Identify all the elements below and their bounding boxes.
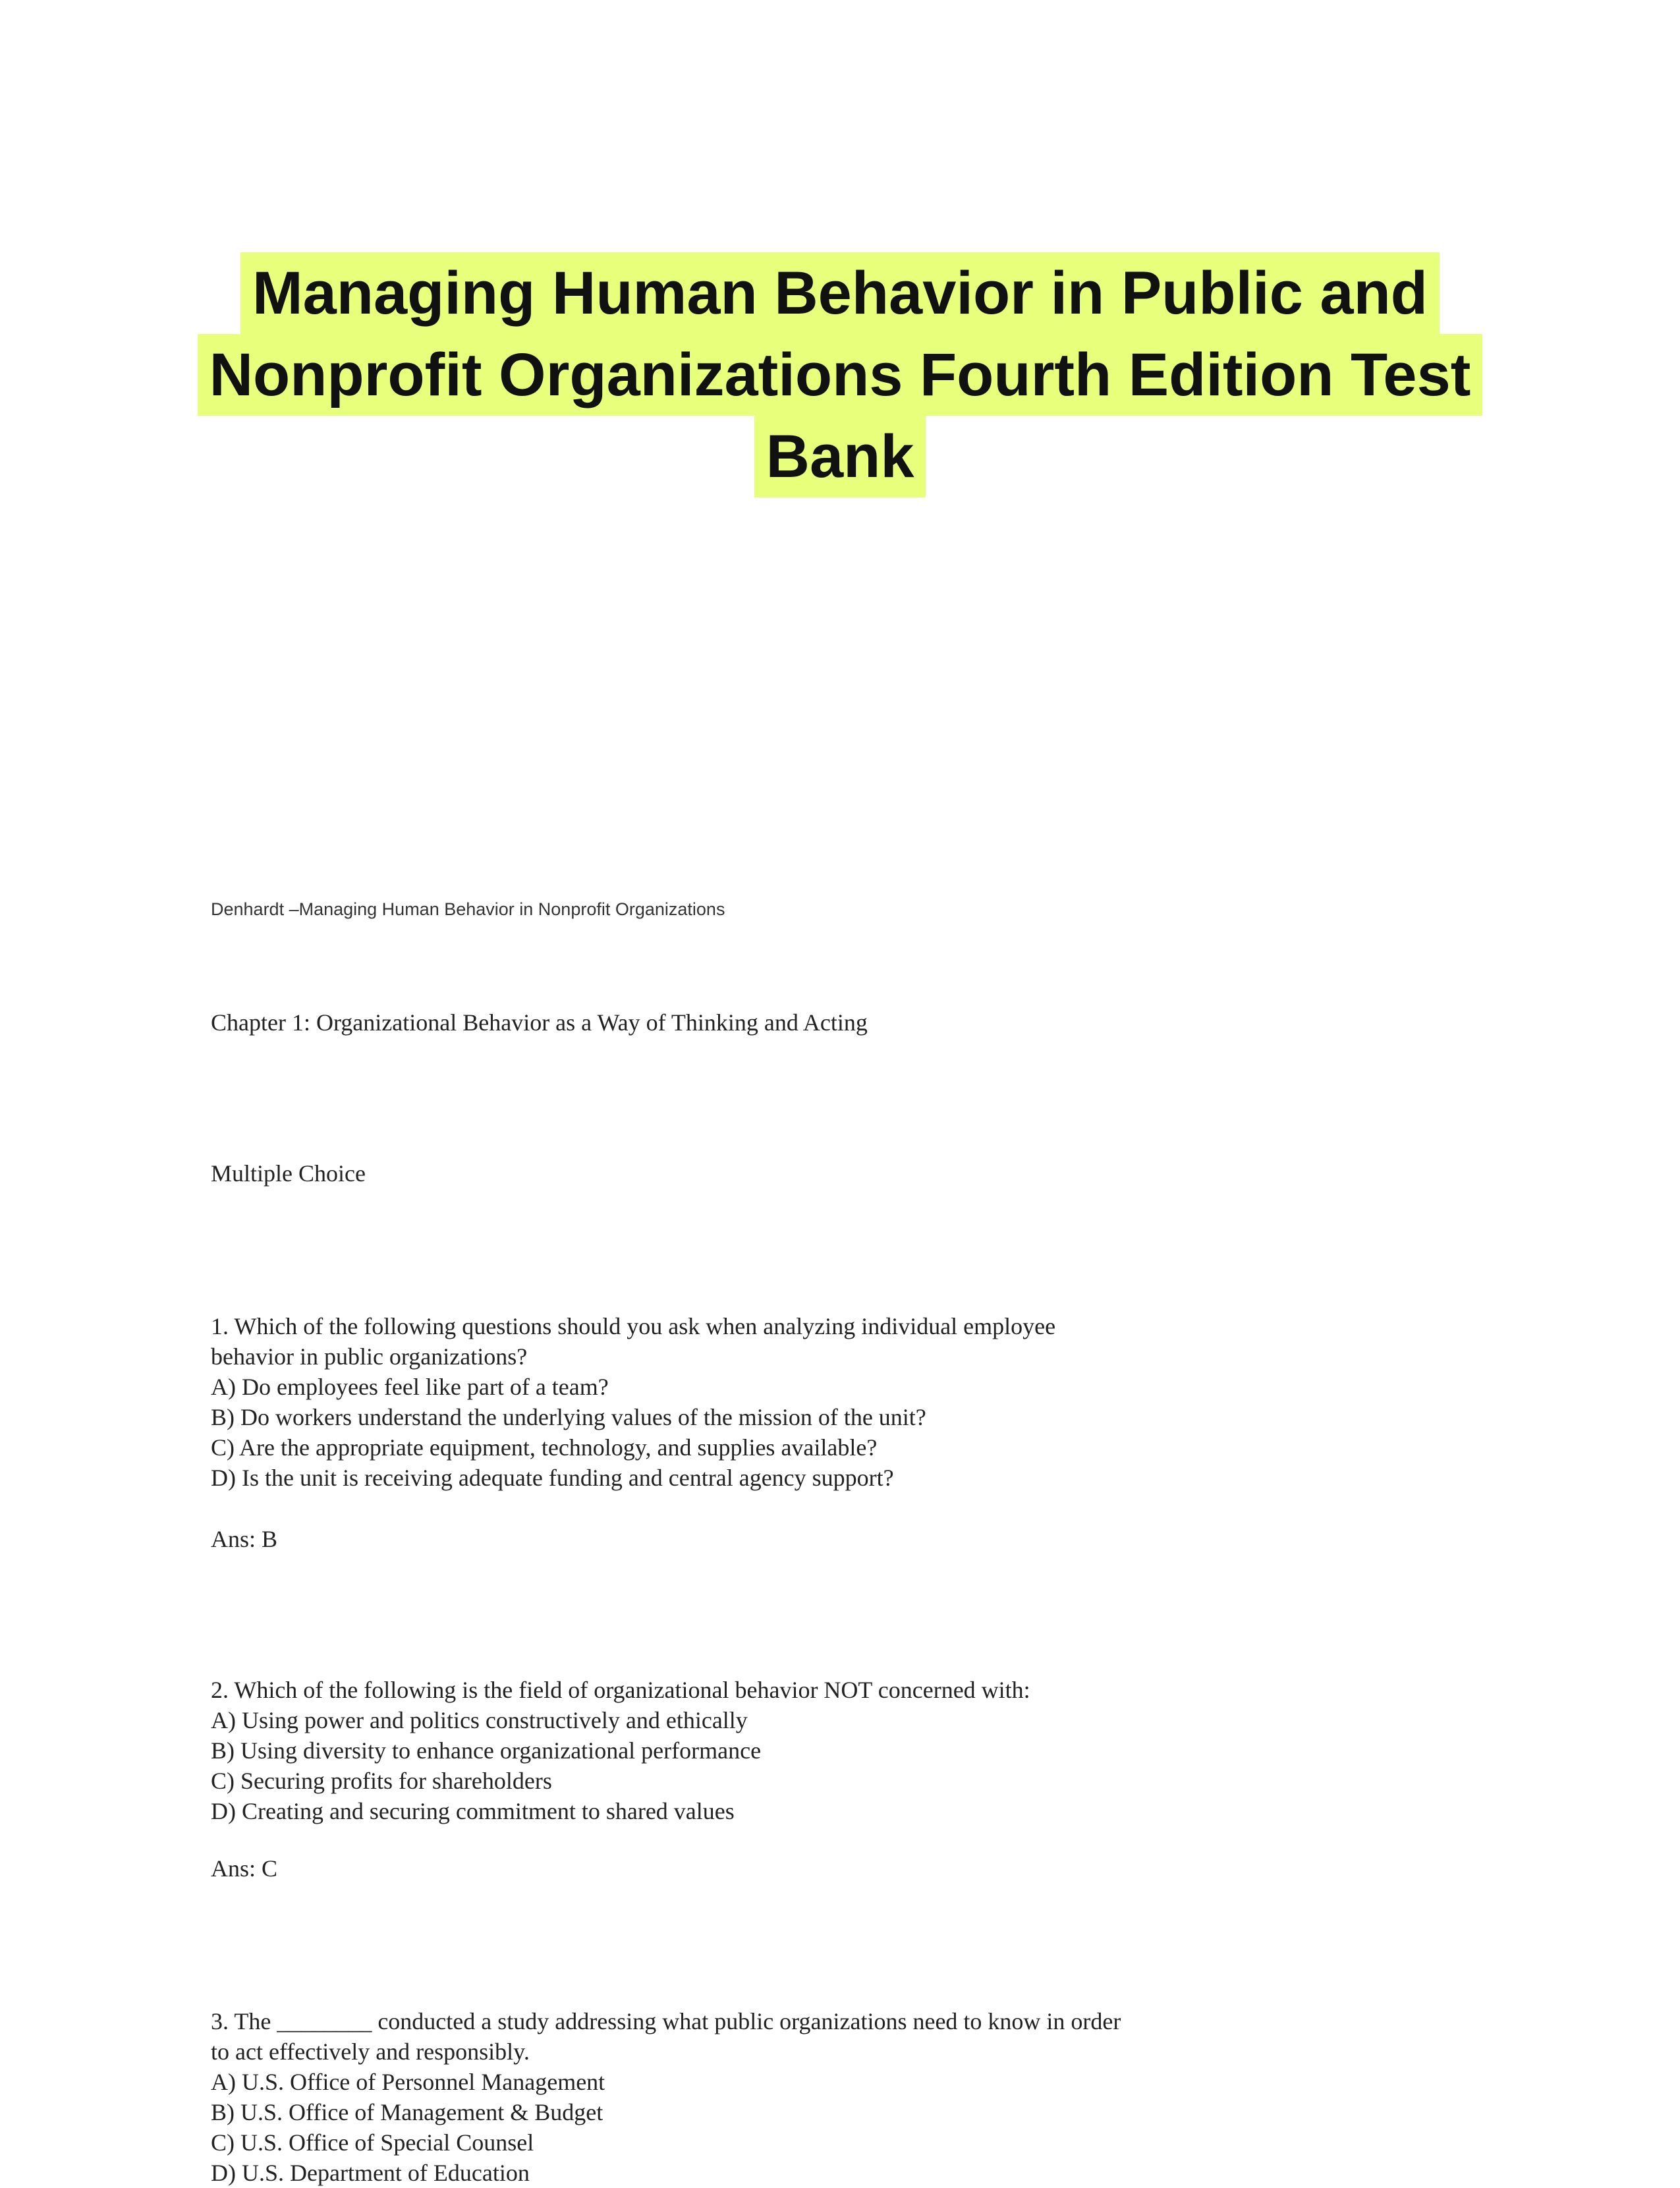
- chapter-heading: Chapter 1: Organizational Behavior as a Way of Thinking and Acting: [211, 1009, 868, 1036]
- title-line-2: Nonprofit Organizations Fourth Edition Test: [198, 334, 1483, 416]
- question-1: [211, 1311, 1055, 1493]
- option-d: D) U.S. Department of Education: [211, 2160, 530, 2186]
- option-d: D) Is the unit is receiving adequate funding and central agency support?: [211, 1465, 894, 1491]
- question-stem-continued: behavior in public organizations?: [211, 1343, 528, 1370]
- option-b: B) Do workers understand the underlying values of the mission of the unit?: [211, 1404, 926, 1430]
- title-line-3: Bank: [754, 416, 926, 497]
- option-a: A) Do employees feel like part of a team?: [211, 1374, 609, 1400]
- question-stem: 3. The ________ conducted a study addressing what public organizations need to know in order: [211, 2008, 1121, 2034]
- option-a: A) U.S. Office of Personnel Management: [211, 2069, 605, 2095]
- title-line-1: Managing Human Behavior in Public and: [240, 252, 1440, 334]
- question-stem: 1. Which of the following questions should you ask when analyzing individual employee: [211, 1313, 1056, 1339]
- answer-1: Ans: B: [211, 1526, 278, 1552]
- running-header: Denhardt –Managing Human Behavior in Nonprofit Organizations: [211, 899, 725, 919]
- option-d: D) Creating and securing commitment to shared values: [211, 1798, 735, 1824]
- answer-2: Ans: C: [211, 1855, 278, 1882]
- question-stem: 2. Which of the following is the field of organizational behavior NOT concerned with:: [211, 1677, 1030, 1703]
- option-b: B) U.S. Office of Management & Budget: [211, 2099, 603, 2125]
- question-3: [211, 2006, 1121, 2188]
- section-heading: Multiple Choice: [211, 1160, 366, 1187]
- document-title: [0, 252, 1680, 497]
- option-b: B) Using diversity to enhance organizational performance: [211, 1737, 762, 1764]
- option-c: C) Securing profits for shareholders: [211, 1768, 552, 1794]
- question-2: [211, 1675, 1030, 1826]
- question-stem-continued: to act effectively and responsibly.: [211, 2038, 530, 2065]
- option-a: A) Using power and politics constructively and ethically: [211, 1707, 748, 1733]
- option-c: C) Are the appropriate equipment, technology, and supplies available?: [211, 1434, 878, 1461]
- option-c: C) U.S. Office of Special Counsel: [211, 2129, 534, 2156]
